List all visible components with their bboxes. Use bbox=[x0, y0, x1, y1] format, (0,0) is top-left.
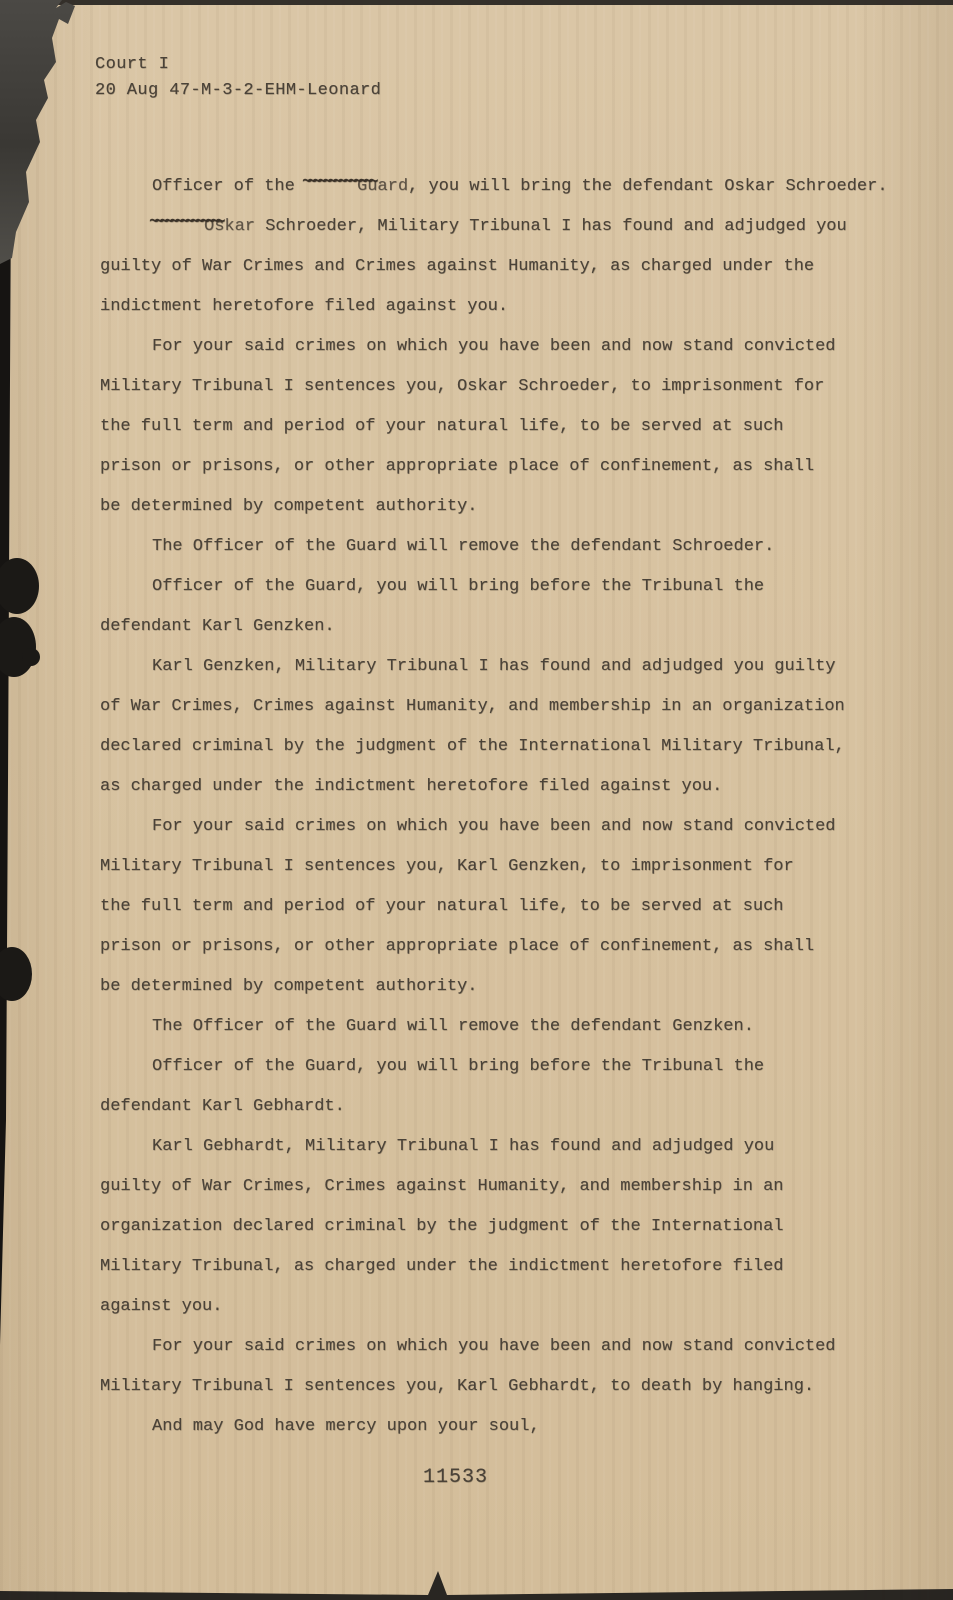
body-text: against you. bbox=[100, 1297, 223, 1316]
body-text: Military Tribunal I sentences you, Karl Gebhardt, to death by hanging. bbox=[100, 1377, 815, 1396]
body-paragraph bbox=[100, 1047, 910, 1127]
body-text: be determined by competent authority. bbox=[100, 497, 478, 516]
body-line bbox=[100, 1247, 910, 1287]
body-text: declared criminal by the judgment of the International Military Tribunal, bbox=[100, 737, 845, 756]
body-text: Military Tribunal I sentences you, Oskar Schroeder, to imprisonment for bbox=[100, 377, 825, 396]
body-paragraph bbox=[100, 1127, 910, 1327]
body-text: as charged under the indictment heretofore filed against you. bbox=[100, 777, 723, 796]
body-text: The Officer of the Guard will remove the defendant Genzken. bbox=[152, 1017, 754, 1036]
document-body bbox=[100, 167, 910, 1447]
body-line bbox=[100, 727, 910, 767]
body-text: Officer of the Guard, you will bring before the Tribunal the bbox=[152, 577, 765, 596]
body-line bbox=[100, 807, 910, 847]
body-text: For your said crimes on which you have been and now stand convicted bbox=[152, 1337, 836, 1356]
body-line bbox=[100, 927, 910, 967]
body-line bbox=[100, 327, 910, 367]
body-line bbox=[100, 967, 910, 1007]
body-line bbox=[100, 1367, 910, 1407]
header-date-line: 20 Aug 47-M-3-2-EHM-Leonard bbox=[95, 81, 382, 100]
body-text: of War Crimes, Crimes against Humanity, and membership in an organization bbox=[100, 697, 845, 716]
body-line bbox=[100, 1207, 910, 1247]
body-line bbox=[100, 607, 910, 647]
body-text: For your said crimes on which you have been and now stand convicted bbox=[152, 337, 836, 356]
header-court-line: Court I bbox=[95, 55, 170, 74]
body-text: defendant Karl Gebhardt. bbox=[100, 1097, 345, 1116]
body-text: Military Tribunal I sentences you, Karl Genzken, to imprisonment for bbox=[100, 857, 794, 876]
page-number: 11533 bbox=[422, 1466, 488, 1489]
body-paragraph bbox=[100, 1407, 910, 1447]
body-text: guilty of War Crimes, Crimes against Humanity, and membership in an bbox=[100, 1177, 784, 1196]
body-paragraph bbox=[100, 807, 910, 1007]
body-text: Officer of the Guard, you will bring before the Tribunal the bbox=[152, 1057, 765, 1076]
body-text: be determined by competent authority. bbox=[100, 977, 478, 996]
body-line bbox=[100, 1287, 910, 1327]
body-text: indictment heretofore filed against you. bbox=[100, 297, 509, 316]
body-line bbox=[100, 687, 910, 727]
body-paragraph bbox=[100, 1327, 910, 1407]
body-text: Officer of the bbox=[152, 177, 306, 196]
body-text: Military Tribunal, as charged under the indictment heretofore filed bbox=[100, 1257, 784, 1276]
body-line bbox=[100, 1327, 910, 1367]
body-line bbox=[100, 487, 910, 527]
body-line bbox=[100, 767, 910, 807]
body-text: Karl Gebhardt, Military Tribunal I has found and adjudged you bbox=[152, 1137, 775, 1156]
body-line bbox=[100, 887, 910, 927]
body-text: the full term and period of your natural life, to be served at such bbox=[100, 417, 784, 436]
body-paragraph bbox=[100, 527, 910, 567]
body-text: the full term and period of your natural life, to be served at such bbox=[100, 897, 784, 916]
body-paragraph bbox=[100, 567, 910, 647]
body-text: organization declared criminal by the judgment of the International bbox=[100, 1217, 784, 1236]
overstrike-scribble: Guard ~~~~~ bbox=[305, 167, 408, 207]
body-line bbox=[100, 207, 910, 247]
body-paragraph bbox=[100, 207, 910, 327]
document-header bbox=[95, 52, 381, 104]
body-line bbox=[100, 647, 910, 687]
body-line bbox=[100, 567, 910, 607]
body-text: For your said crimes on which you have been and now stand convicted bbox=[152, 817, 836, 836]
body-text: defendant Karl Genzken. bbox=[100, 617, 335, 636]
body-line bbox=[100, 1047, 910, 1087]
overstrike-scribble: Oskar ~~~~~ bbox=[152, 207, 255, 247]
body-text: Karl Genzken, Military Tribunal I has found and adjudged you guilty bbox=[152, 657, 836, 676]
body-text: And may God have mercy upon your soul, bbox=[152, 1417, 540, 1436]
body-line bbox=[100, 847, 910, 887]
body-paragraph bbox=[100, 1007, 910, 1047]
body-line bbox=[100, 247, 910, 287]
body-text: , you will bring the defendant Oskar Schroeder. bbox=[408, 177, 888, 196]
body-text: guilty of War Crimes and Crimes against Humanity, as charged under the bbox=[100, 257, 815, 276]
body-paragraph bbox=[100, 327, 910, 527]
body-text: Schroeder, Military Tribunal I has found and adjudged you bbox=[255, 217, 847, 236]
body-line bbox=[100, 527, 910, 567]
body-line bbox=[100, 1127, 910, 1167]
body-line bbox=[100, 367, 910, 407]
body-line bbox=[100, 1007, 910, 1047]
body-text: prison or prisons, or other appropriate place of confinement, as shall bbox=[100, 457, 815, 476]
body-line bbox=[100, 1087, 910, 1127]
body-text: prison or prisons, or other appropriate place of confinement, as shall bbox=[100, 937, 815, 956]
body-paragraph bbox=[100, 167, 910, 207]
body-line bbox=[100, 1407, 910, 1447]
body-line bbox=[100, 1167, 910, 1207]
body-line bbox=[100, 407, 910, 447]
body-paragraph bbox=[100, 647, 910, 807]
body-text: The Officer of the Guard will remove the defendant Schroeder. bbox=[152, 537, 775, 556]
body-line bbox=[100, 287, 910, 327]
body-line bbox=[100, 447, 910, 487]
body-line bbox=[100, 167, 910, 207]
